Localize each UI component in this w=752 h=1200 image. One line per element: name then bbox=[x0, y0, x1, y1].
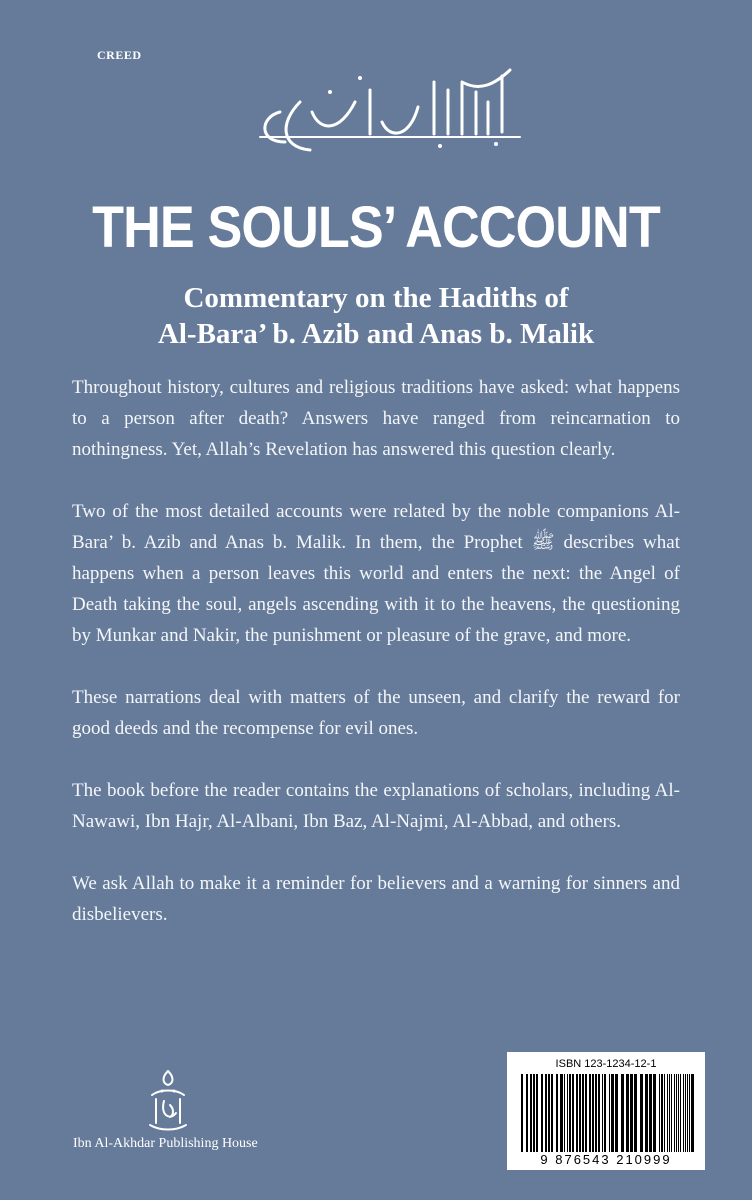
barcode-bar bbox=[669, 1074, 670, 1152]
barcode-bar bbox=[541, 1074, 543, 1152]
barcode-bar bbox=[530, 1074, 532, 1152]
barcode-bar bbox=[634, 1074, 637, 1152]
barcode-bar bbox=[611, 1074, 614, 1152]
barcode-bar bbox=[598, 1074, 600, 1152]
barcode-bar bbox=[521, 1074, 523, 1152]
barcode-bar bbox=[674, 1074, 675, 1152]
barcode-bar bbox=[687, 1074, 688, 1152]
blurb-paragraph: Throughout history, cultures and religious traditions have asked: what happens to a person after death? Answers have ranged from reincarnation to nothingness. Yet, Allah’s Revelation has answered this question clearly. bbox=[72, 377, 680, 460]
barcode-digits: 9 876543 210999 bbox=[540, 1152, 672, 1167]
blurb bbox=[72, 372, 680, 961]
barcode-bar bbox=[691, 1074, 694, 1152]
book-title: THE SOULS’ ACCOUNT bbox=[92, 195, 660, 260]
blurb-paragraph: These narrations deal with matters of the unseen, and clarify the reward for good deeds and the recompense for evil ones. bbox=[72, 687, 680, 739]
barcode-bar bbox=[533, 1074, 535, 1152]
blurb-paragraph: Two of the most detailed accounts were related by the noble companions Al-Bara’ b. Azib and Anas b. Malik. In them, the Prophet ﷺ describes what happens when a person leaves this world and enters the next: the Angel of Death taking the soul, angels ascending with it to the heavens, the questioning by Munkar and Nakir, the punishment or pleasure of the grave, and more. bbox=[72, 501, 680, 646]
barcode-bar bbox=[609, 1074, 610, 1152]
subtitle-line-2: Al-Bara’ b. Azib and Anas b. Malik bbox=[157, 318, 595, 350]
barcode-bar bbox=[680, 1074, 681, 1152]
barcode-bar bbox=[678, 1074, 679, 1152]
category-label: CREED bbox=[97, 48, 142, 62]
barcode-bar bbox=[661, 1074, 663, 1152]
barcode-bar bbox=[548, 1074, 550, 1152]
blurb-paragraph: We ask Allah to make it a reminder for believers and a warning for sinners and disbelievers. bbox=[72, 873, 680, 925]
book-subtitle bbox=[0, 280, 752, 352]
barcode-bar bbox=[649, 1074, 652, 1152]
barcode-bar bbox=[576, 1074, 578, 1152]
arabic-calligraphy-title bbox=[240, 62, 540, 157]
isbn-label: ISBN 123-1234-12-1 bbox=[555, 1058, 657, 1070]
barcode-bar bbox=[560, 1074, 563, 1152]
barcode-bar bbox=[621, 1074, 624, 1152]
barcode-bar bbox=[683, 1074, 684, 1152]
barcode-bar bbox=[589, 1074, 591, 1152]
barcode-bar bbox=[564, 1074, 565, 1152]
barcode-bar bbox=[626, 1074, 629, 1152]
barcode-bar bbox=[602, 1074, 603, 1152]
blurb-paragraph: The book before the reader contains the explanations of scholars, including Al-Nawawi, Ibn Hajr, Al-Albani, Ibn Baz, Al-Najmi, Al-Abbad, and others. bbox=[72, 780, 680, 832]
barcode-bar bbox=[567, 1074, 568, 1152]
barcode-bars bbox=[521, 1074, 696, 1152]
barcode-bar bbox=[569, 1074, 571, 1152]
calligraphy-logo-icon bbox=[140, 1065, 196, 1135]
barcode-bar bbox=[585, 1074, 587, 1152]
barcode-bar bbox=[689, 1074, 690, 1152]
barcode-bar bbox=[685, 1074, 686, 1152]
barcode-bar bbox=[667, 1074, 668, 1152]
barcode-bar bbox=[640, 1074, 643, 1152]
barcode-bar bbox=[572, 1074, 574, 1152]
barcode-bar bbox=[653, 1074, 656, 1152]
barcode-bar bbox=[676, 1074, 677, 1152]
barcode-bar bbox=[615, 1074, 618, 1152]
barcode-bar bbox=[579, 1074, 581, 1152]
barcode-bar bbox=[582, 1074, 584, 1152]
barcode-bar bbox=[664, 1074, 665, 1152]
barcode-bar bbox=[536, 1074, 538, 1152]
barcode-bar bbox=[545, 1074, 547, 1152]
barcode-bar bbox=[645, 1074, 648, 1152]
barcode-bar bbox=[551, 1074, 553, 1152]
subtitle-line-1: Commentary on the Hadiths of bbox=[183, 282, 569, 314]
barcode-bar bbox=[526, 1074, 528, 1152]
barcode-bar bbox=[592, 1074, 594, 1152]
barcode-bar bbox=[659, 1074, 660, 1152]
barcode-bar bbox=[671, 1074, 672, 1152]
publisher-name: Ibn Al-Akhdar Publishing House bbox=[73, 1136, 258, 1151]
barcode-bar bbox=[604, 1074, 606, 1152]
barcode-bar bbox=[630, 1074, 633, 1152]
barcode-bar bbox=[595, 1074, 597, 1152]
barcode-block bbox=[507, 1052, 705, 1170]
barcode-bar bbox=[556, 1074, 558, 1152]
